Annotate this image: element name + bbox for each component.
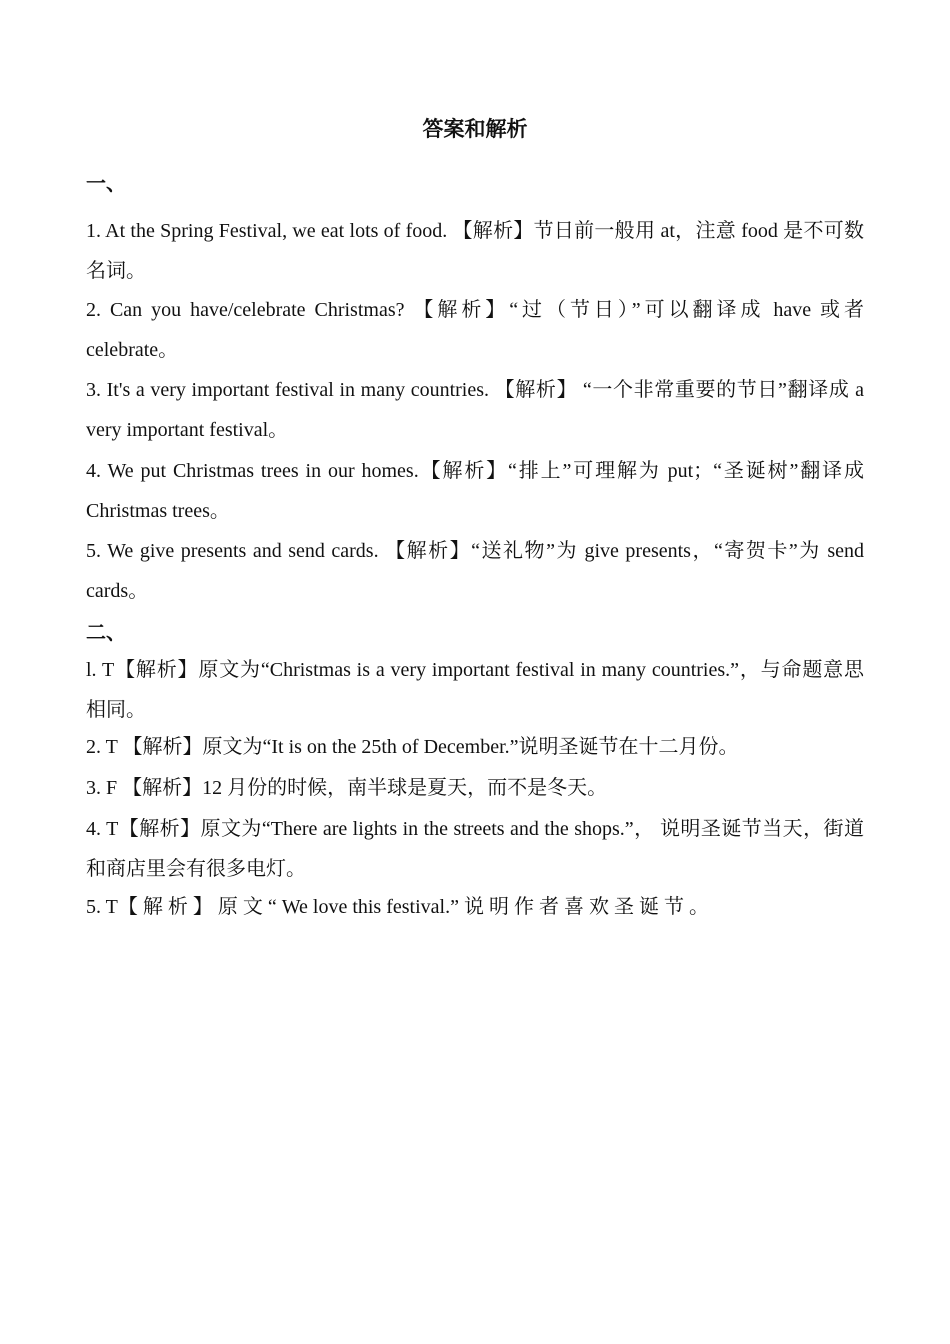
answer-item-1-3: 3. It's a very important festival in many countries. 【解析】 “一个非常重要的节日”翻译成 a very important festival。 xyxy=(86,379,864,441)
answer-item-2-2: 2. T 【解析】原文为“It is on the 25th of December.”说明圣诞节在十二月份。 xyxy=(86,736,739,758)
answer-item-2-5: 5. T【 解 析 】 原 文 “ We love this festival.” 说 明 作 者 喜 欢 圣 诞 节 。 xyxy=(86,896,709,918)
answer-item-2-1: l. T【解析】原文为“Christmas is a very important festival in many countries.”，与命题意思相同。 xyxy=(86,659,864,721)
page-title: 答案和解析 xyxy=(422,117,528,141)
answer-item-2-4: 4. T【解析】原文为“There are lights in the streets and the shops.”， 说明圣诞节当天，街道和商店里会有很多电灯。 xyxy=(86,818,864,880)
section-heading-2: 二、 xyxy=(86,620,126,644)
answer-item-1-1: 1. At the Spring Festival, we eat lots of food. 【解析】节日前一般用 at，注意 food 是不可数名词。 xyxy=(86,220,864,282)
answer-item-1-2: 2. Can you have/celebrate Christmas? 【解析】“过（节日）”可以翻译成 have 或者 celebrate。 xyxy=(86,299,864,361)
answer-item-1-4: 4. We put Christmas trees in our homes.【解析】“排上”可理解为 put；“圣诞树”翻译成 Christmas trees。 xyxy=(86,460,864,522)
answer-item-1-5: 5. We give presents and send cards. 【解析】“送礼物”为 give presents，“寄贺卡”为 send cards。 xyxy=(86,540,864,602)
answer-item-2-3: 3. F 【解析】12 月份的时候，南半球是夏天，而不是冬天。 xyxy=(86,777,608,799)
section-heading-1: 一、 xyxy=(86,171,126,195)
